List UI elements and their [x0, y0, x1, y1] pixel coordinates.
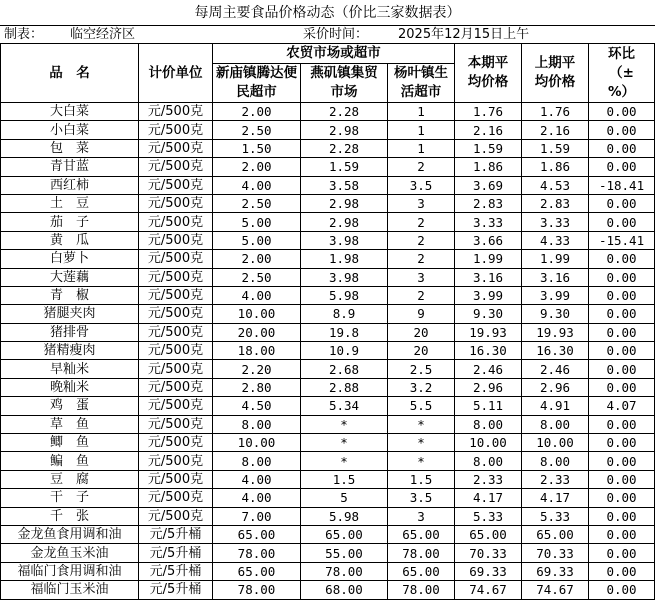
header-change-text: 环比（±%） [608, 45, 636, 100]
cell-unit: 元/500克 [139, 470, 213, 488]
cell-market3: 3.5 [388, 489, 455, 507]
table-row [1, 360, 655, 378]
cell-market1: 4.00 [213, 470, 301, 488]
cell-market1: 10.00 [213, 434, 301, 452]
header-market2-text: 燕矶镇集贸市场 [310, 65, 378, 100]
cell-unit: 元/500克 [139, 231, 213, 249]
table-row [1, 342, 655, 360]
cell-market1: 2.20 [213, 360, 301, 378]
cell-market3: 3 [388, 268, 455, 286]
header-change [589, 44, 655, 103]
cell-market3: 2.5 [388, 360, 455, 378]
cell-name: 包 菜 [1, 139, 139, 157]
table-row [1, 415, 655, 433]
cell-unit: 元/5升桶 [139, 562, 213, 580]
cell-change: 0.00 [589, 434, 655, 452]
time-label: 采价时间： [303, 27, 369, 42]
cell-name: 土 豆 [1, 194, 139, 212]
cell-market2: 2.98 [301, 194, 388, 212]
cell-market2: 3.98 [301, 268, 388, 286]
cell-avg-current: 10.00 [455, 434, 522, 452]
cell-market3: * [388, 452, 455, 470]
header-market3 [388, 64, 455, 103]
table-row [1, 489, 655, 507]
cell-name: 晚籼米 [1, 378, 139, 396]
cell-name: 早籼米 [1, 360, 139, 378]
cell-market3: 2 [388, 231, 455, 249]
cell-market3: 2 [388, 213, 455, 231]
table-row [1, 176, 655, 194]
cell-change: 0.00 [589, 489, 655, 507]
cell-name: 猪排骨 [1, 323, 139, 341]
header-avg-current [455, 44, 522, 103]
cell-name: 鳊 鱼 [1, 452, 139, 470]
cell-name: 猪腿夹肉 [1, 305, 139, 323]
cell-unit: 元/500克 [139, 268, 213, 286]
cell-change: 0.00 [589, 415, 655, 433]
cell-market3: 9 [388, 305, 455, 323]
cell-avg-current: 3.69 [455, 176, 522, 194]
cell-avg-previous: 1.59 [522, 139, 589, 157]
cell-avg-current: 3.99 [455, 286, 522, 304]
cell-market2: 55.00 [301, 544, 388, 562]
cell-avg-previous: 10.00 [522, 434, 589, 452]
table-row [1, 323, 655, 341]
cell-change: 0.00 [589, 323, 655, 341]
table-row [1, 581, 655, 599]
cell-unit: 元/500克 [139, 489, 213, 507]
cell-market2: 5.98 [301, 286, 388, 304]
cell-avg-previous: 8.00 [522, 415, 589, 433]
cell-avg-current: 5.33 [455, 507, 522, 525]
cell-unit: 元/500克 [139, 286, 213, 304]
table-row [1, 286, 655, 304]
cell-avg-previous: 19.93 [522, 323, 589, 341]
cell-market3: 5.5 [388, 397, 455, 415]
cell-avg-previous: 2.96 [522, 378, 589, 396]
cell-unit: 元/5升桶 [139, 581, 213, 599]
cell-market2: * [301, 434, 388, 452]
table-row [1, 103, 655, 121]
table-body [1, 103, 655, 600]
cell-unit: 元/500克 [139, 342, 213, 360]
cell-avg-previous: 74.67 [522, 581, 589, 599]
maker-label: 制表： [4, 27, 44, 42]
page-title: 每周主要食品价格动态（价比三家数据表） [0, 0, 655, 26]
header-market1 [213, 64, 301, 103]
cell-market2: 5.34 [301, 397, 388, 415]
header-unit: 计价单位 [139, 44, 213, 103]
cell-unit: 元/500克 [139, 434, 213, 452]
header-market-group: 农贸市场或超市 [213, 44, 455, 64]
cell-market1: 10.00 [213, 305, 301, 323]
table-row [1, 378, 655, 396]
header-market1-text: 新庙镇腾达便民超市 [216, 65, 297, 100]
cell-name: 草 鱼 [1, 415, 139, 433]
cell-name: 福临门玉米油 [1, 581, 139, 599]
cell-change: 0.00 [589, 378, 655, 396]
price-table [0, 43, 655, 600]
cell-avg-previous: 69.33 [522, 562, 589, 580]
cell-avg-previous: 4.91 [522, 397, 589, 415]
cell-change: 0.00 [589, 194, 655, 212]
cell-market2: 2.28 [301, 103, 388, 121]
cell-market1: 65.00 [213, 562, 301, 580]
cell-avg-previous: 70.33 [522, 544, 589, 562]
cell-market2: 2.88 [301, 378, 388, 396]
cell-market1: 2.80 [213, 378, 301, 396]
cell-market3: 3.2 [388, 378, 455, 396]
cell-avg-previous: 4.53 [522, 176, 589, 194]
cell-unit: 元/500克 [139, 507, 213, 525]
cell-market3: 20 [388, 323, 455, 341]
cell-market2: 19.8 [301, 323, 388, 341]
cell-market2: * [301, 415, 388, 433]
cell-change: 0.00 [589, 581, 655, 599]
cell-name: 鸡 蛋 [1, 397, 139, 415]
cell-unit: 元/500克 [139, 415, 213, 433]
cell-change: 0.00 [589, 250, 655, 268]
cell-market1: 4.00 [213, 176, 301, 194]
cell-avg-current: 9.30 [455, 305, 522, 323]
table-row [1, 397, 655, 415]
cell-change: 0.00 [589, 525, 655, 543]
cell-market3: 1 [388, 103, 455, 121]
cell-avg-previous: 3.33 [522, 213, 589, 231]
cell-unit: 元/500克 [139, 323, 213, 341]
cell-change: 0.00 [589, 507, 655, 525]
cell-name: 金龙鱼玉米油 [1, 544, 139, 562]
cell-market3: 3 [388, 194, 455, 212]
cell-avg-previous: 2.46 [522, 360, 589, 378]
cell-unit: 元/500克 [139, 121, 213, 139]
cell-market3: 78.00 [388, 544, 455, 562]
cell-avg-current: 69.33 [455, 562, 522, 580]
cell-avg-current: 2.33 [455, 470, 522, 488]
cell-avg-current: 2.46 [455, 360, 522, 378]
cell-change: 0.00 [589, 121, 655, 139]
cell-market3: 65.00 [388, 525, 455, 543]
cell-market1: 2.00 [213, 250, 301, 268]
cell-unit: 元/500克 [139, 139, 213, 157]
cell-avg-current: 3.16 [455, 268, 522, 286]
cell-name: 白萝卜 [1, 250, 139, 268]
cell-market1: 2.00 [213, 103, 301, 121]
header-avg-previous-text: 上期平均价格 [534, 55, 576, 90]
cell-avg-current: 2.16 [455, 121, 522, 139]
cell-market1: 4.50 [213, 397, 301, 415]
time-value: 2025年12月15日上午 [398, 27, 530, 42]
cell-market3: 1 [388, 121, 455, 139]
cell-market2: 5 [301, 489, 388, 507]
table-row [1, 139, 655, 157]
cell-market3: 20 [388, 342, 455, 360]
cell-market2: 1.59 [301, 158, 388, 176]
cell-change: 0.00 [589, 342, 655, 360]
cell-avg-current: 1.86 [455, 158, 522, 176]
table-row [1, 470, 655, 488]
cell-avg-current: 2.96 [455, 378, 522, 396]
cell-unit: 元/500克 [139, 158, 213, 176]
cell-avg-previous: 1.86 [522, 158, 589, 176]
cell-avg-previous: 3.16 [522, 268, 589, 286]
cell-change: 0.00 [589, 544, 655, 562]
cell-change: -15.41 [589, 231, 655, 249]
table-row [1, 121, 655, 139]
cell-market3: 1.5 [388, 470, 455, 488]
cell-avg-current: 1.99 [455, 250, 522, 268]
cell-name: 大莲藕 [1, 268, 139, 286]
table-row [1, 268, 655, 286]
cell-market2: 68.00 [301, 581, 388, 599]
cell-unit: 元/500克 [139, 378, 213, 396]
cell-market3: 2 [388, 286, 455, 304]
cell-change: 0.00 [589, 360, 655, 378]
cell-avg-current: 65.00 [455, 525, 522, 543]
cell-market1: 20.00 [213, 323, 301, 341]
cell-unit: 元/500克 [139, 103, 213, 121]
cell-avg-current: 8.00 [455, 452, 522, 470]
cell-market3: 2 [388, 158, 455, 176]
maker-value: 临空经济区 [70, 27, 136, 42]
cell-avg-current: 2.83 [455, 194, 522, 212]
cell-unit: 元/500克 [139, 176, 213, 194]
cell-market1: 2.50 [213, 194, 301, 212]
cell-avg-current: 74.67 [455, 581, 522, 599]
cell-market2: 78.00 [301, 562, 388, 580]
cell-name: 千 张 [1, 507, 139, 525]
cell-change: 0.00 [589, 452, 655, 470]
cell-market3: 2 [388, 250, 455, 268]
cell-market1: 78.00 [213, 544, 301, 562]
cell-avg-current: 4.17 [455, 489, 522, 507]
cell-market3: * [388, 434, 455, 452]
table-row [1, 231, 655, 249]
table-row [1, 250, 655, 268]
cell-name: 猪精瘦肉 [1, 342, 139, 360]
cell-market1: 2.00 [213, 158, 301, 176]
table-row [1, 434, 655, 452]
cell-change: -18.41 [589, 176, 655, 194]
cell-market2: * [301, 452, 388, 470]
header-market2 [301, 64, 388, 103]
cell-market2: 2.98 [301, 213, 388, 231]
table-row [1, 507, 655, 525]
cell-market1: 8.00 [213, 452, 301, 470]
cell-avg-previous: 5.33 [522, 507, 589, 525]
cell-avg-previous: 4.33 [522, 231, 589, 249]
cell-change: 0.00 [589, 158, 655, 176]
cell-avg-current: 1.59 [455, 139, 522, 157]
cell-unit: 元/500克 [139, 452, 213, 470]
cell-name: 青甘蓝 [1, 158, 139, 176]
cell-name: 干 子 [1, 489, 139, 507]
cell-market1: 7.00 [213, 507, 301, 525]
header-avg-previous [522, 44, 589, 103]
cell-market3: 3.5 [388, 176, 455, 194]
cell-unit: 元/500克 [139, 250, 213, 268]
cell-name: 福临门食用调和油 [1, 562, 139, 580]
cell-market1: 78.00 [213, 581, 301, 599]
cell-avg-previous: 16.30 [522, 342, 589, 360]
cell-avg-current: 19.93 [455, 323, 522, 341]
cell-market1: 5.00 [213, 231, 301, 249]
cell-market2: 2.98 [301, 121, 388, 139]
cell-name: 茄 子 [1, 213, 139, 231]
cell-name: 青 椒 [1, 286, 139, 304]
cell-avg-previous: 65.00 [522, 525, 589, 543]
table-row [1, 305, 655, 323]
cell-name: 大白菜 [1, 103, 139, 121]
cell-avg-previous: 2.16 [522, 121, 589, 139]
cell-name: 金龙鱼食用调和油 [1, 525, 139, 543]
cell-change: 0.00 [589, 268, 655, 286]
table-row [1, 452, 655, 470]
table-row [1, 194, 655, 212]
cell-market3: 78.00 [388, 581, 455, 599]
cell-avg-current: 16.30 [455, 342, 522, 360]
cell-name: 黄 瓜 [1, 231, 139, 249]
cell-avg-previous: 8.00 [522, 452, 589, 470]
cell-avg-previous: 9.30 [522, 305, 589, 323]
cell-market1: 4.00 [213, 286, 301, 304]
cell-unit: 元/500克 [139, 360, 213, 378]
cell-market1: 65.00 [213, 525, 301, 543]
cell-name: 西红柿 [1, 176, 139, 194]
cell-change: 0.00 [589, 562, 655, 580]
cell-market1: 1.50 [213, 139, 301, 157]
cell-avg-previous: 1.99 [522, 250, 589, 268]
header-avg-current-text: 本期平均价格 [467, 55, 509, 90]
cell-market2: 1.5 [301, 470, 388, 488]
cell-unit: 元/500克 [139, 305, 213, 323]
cell-change: 0.00 [589, 305, 655, 323]
cell-name: 鲫 鱼 [1, 434, 139, 452]
cell-change: 0.00 [589, 470, 655, 488]
header-name: 品 名 [1, 44, 139, 103]
cell-market2: 10.9 [301, 342, 388, 360]
cell-market1: 8.00 [213, 415, 301, 433]
cell-market3: * [388, 415, 455, 433]
cell-avg-current: 70.33 [455, 544, 522, 562]
meta-line [0, 26, 655, 43]
cell-name: 豆 腐 [1, 470, 139, 488]
table-row [1, 158, 655, 176]
cell-market3: 65.00 [388, 562, 455, 580]
cell-market1: 2.50 [213, 121, 301, 139]
cell-name: 小白菜 [1, 121, 139, 139]
cell-unit: 元/500克 [139, 194, 213, 212]
cell-market2: 3.98 [301, 231, 388, 249]
cell-market2: 3.58 [301, 176, 388, 194]
cell-change: 0.00 [589, 213, 655, 231]
cell-unit: 元/5升桶 [139, 525, 213, 543]
table-row [1, 544, 655, 562]
table-row [1, 213, 655, 231]
cell-change: 0.00 [589, 103, 655, 121]
cell-avg-previous: 2.83 [522, 194, 589, 212]
header-market3-text: 杨叶镇生活超市 [394, 65, 448, 100]
cell-avg-current: 3.33 [455, 213, 522, 231]
cell-market2: 2.28 [301, 139, 388, 157]
cell-market1: 2.50 [213, 268, 301, 286]
table-row [1, 562, 655, 580]
cell-avg-current: 1.76 [455, 103, 522, 121]
cell-market2: 8.9 [301, 305, 388, 323]
cell-change: 4.07 [589, 397, 655, 415]
table-row [1, 525, 655, 543]
cell-market1: 18.00 [213, 342, 301, 360]
cell-unit: 元/5升桶 [139, 544, 213, 562]
cell-change: 0.00 [589, 286, 655, 304]
cell-avg-previous: 2.33 [522, 470, 589, 488]
cell-unit: 元/500克 [139, 213, 213, 231]
cell-avg-current: 8.00 [455, 415, 522, 433]
cell-avg-previous: 3.99 [522, 286, 589, 304]
cell-avg-current: 5.11 [455, 397, 522, 415]
cell-change: 0.00 [589, 139, 655, 157]
cell-avg-current: 3.66 [455, 231, 522, 249]
cell-market2: 5.98 [301, 507, 388, 525]
cell-market1: 4.00 [213, 489, 301, 507]
cell-market2: 1.98 [301, 250, 388, 268]
cell-market3: 1 [388, 139, 455, 157]
cell-market2: 2.68 [301, 360, 388, 378]
cell-unit: 元/500克 [139, 397, 213, 415]
cell-market3: 3 [388, 507, 455, 525]
cell-avg-previous: 4.17 [522, 489, 589, 507]
cell-market1: 5.00 [213, 213, 301, 231]
cell-market2: 65.00 [301, 525, 388, 543]
cell-avg-previous: 1.76 [522, 103, 589, 121]
